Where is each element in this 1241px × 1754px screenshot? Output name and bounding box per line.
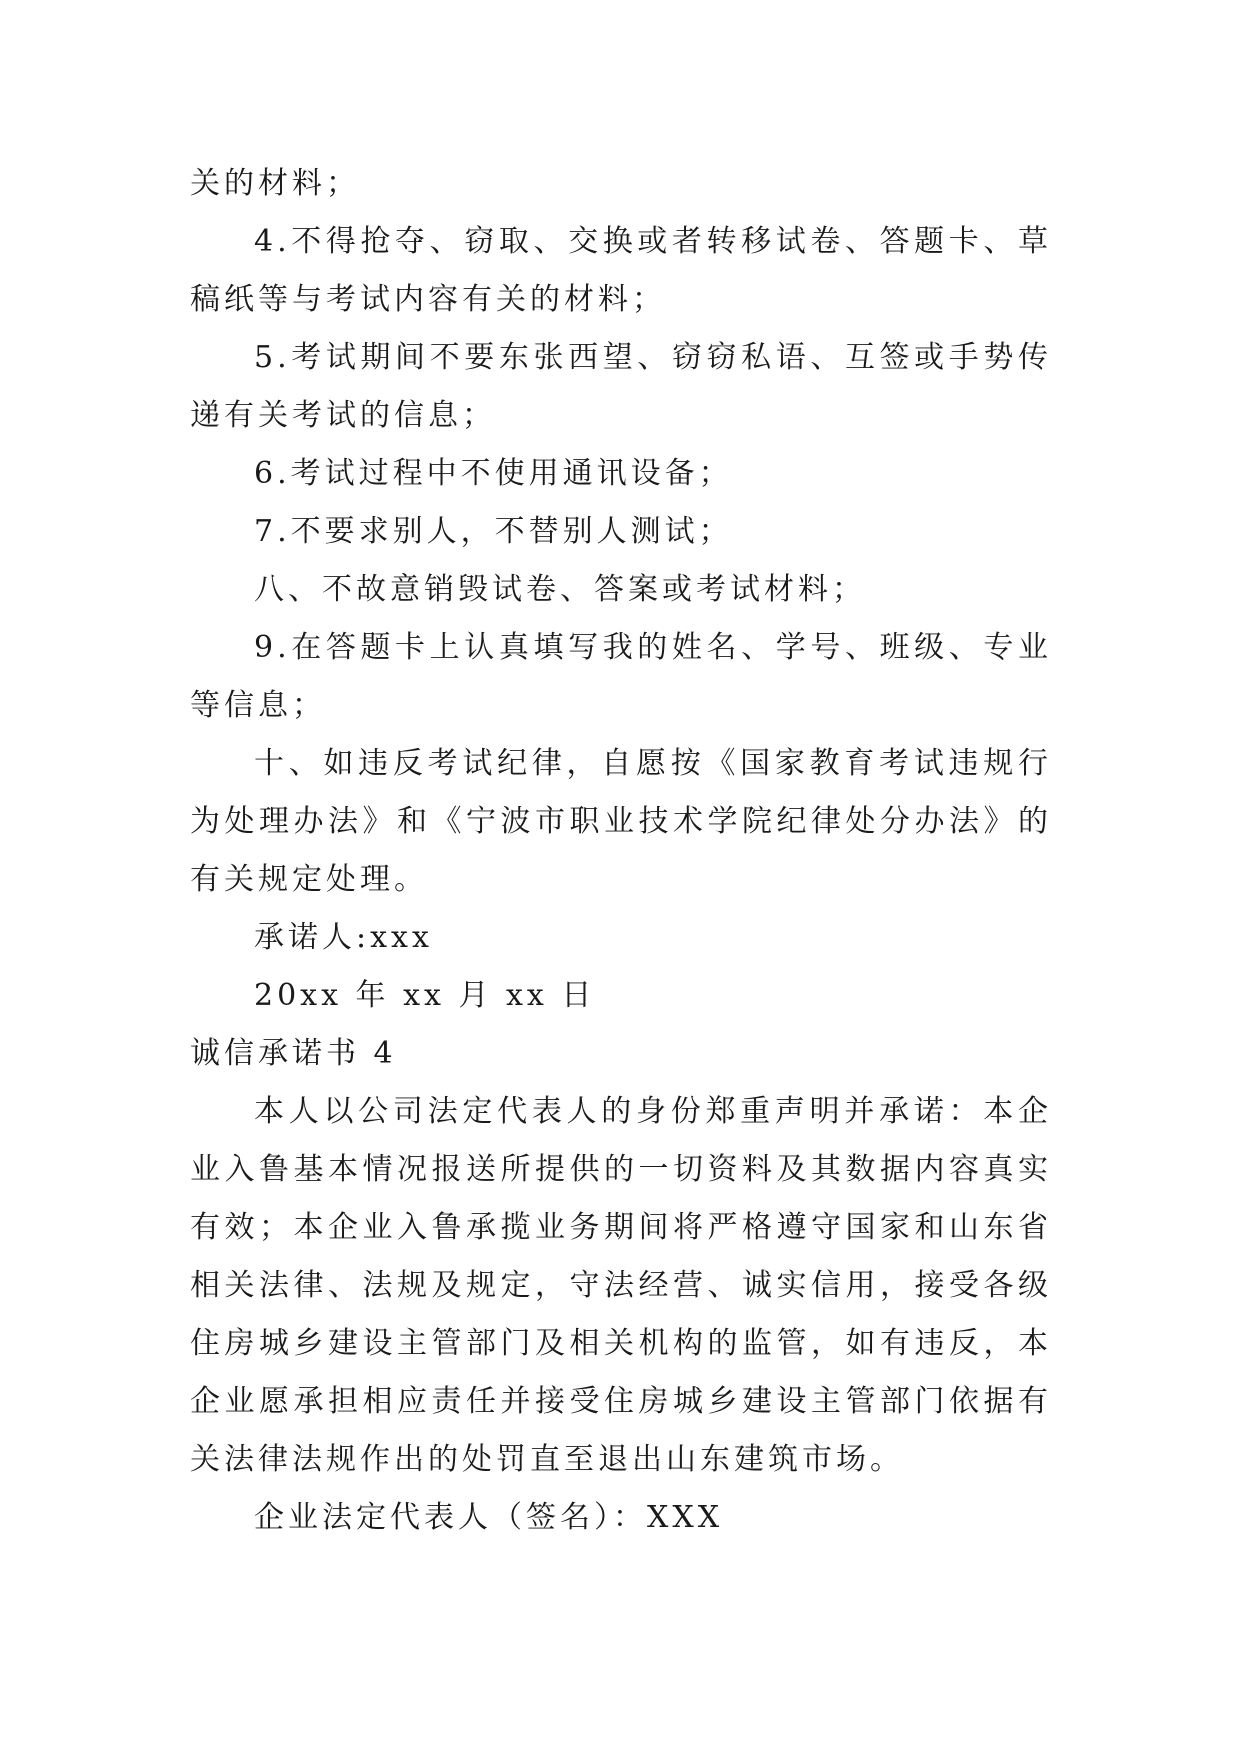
section-heading: 诚信承诺书 4 — [190, 1036, 397, 1071]
paragraph-rule-7: 7.不要求别人，不替别人测试； — [254, 514, 733, 549]
paragraph-rule-4: 4.不得抢夺、窃取、交换或者转移试卷、答题卡、草稿纸等与考试内容有关的材料； — [190, 224, 1052, 317]
paragraph-rule-5: 5.考试期间不要东张西望、窃窃私语、互签或手势传递有关考试的信息； — [190, 340, 1052, 433]
paragraph-rule-10: 十、如违反考试纪律，自愿按《国家教育考试违规行为处理办法》和《宁波市职业技术学院纪律处分办法》的有关规定处理。 — [190, 746, 1052, 897]
representative-signature-line: 企业法定代表人（签名）：XXX — [254, 1500, 724, 1535]
paragraph-rule-9: 9.在答题卡上认真填写我的姓名、学号、班级、专业等信息； — [190, 630, 1052, 723]
paragraph-declaration: 本人以公司法定代表人的身份郑重声明并承诺：本企业入鲁基本情况报送所提供的一切资料及其数据内容真实有效；本企业入鲁承揽业务期间将严格遵守国家和山东省相关法律、法规及规定，守法经营、诚实信用，接受各级住房城乡建设主管部门及相关机构的监管，如有违反，本企业愿承担相应责任并接受住房城乡建设主管部门依据有关法律法规作出的处罚直至退出山东建筑市场。 — [190, 1094, 1052, 1477]
paragraph-materials-end: 关的材料； — [190, 166, 360, 201]
signer-line: 承诺人:xxx — [254, 920, 433, 955]
paragraph-rule-8: 八、不故意销毁试卷、答案或考试材料； — [254, 572, 866, 607]
date-line: 20xx 年 xx 月 xx 日 — [254, 978, 596, 1013]
paragraph-rule-6: 6.考试过程中不使用通讯设备； — [254, 456, 733, 491]
document-body — [190, 155, 1052, 1547]
